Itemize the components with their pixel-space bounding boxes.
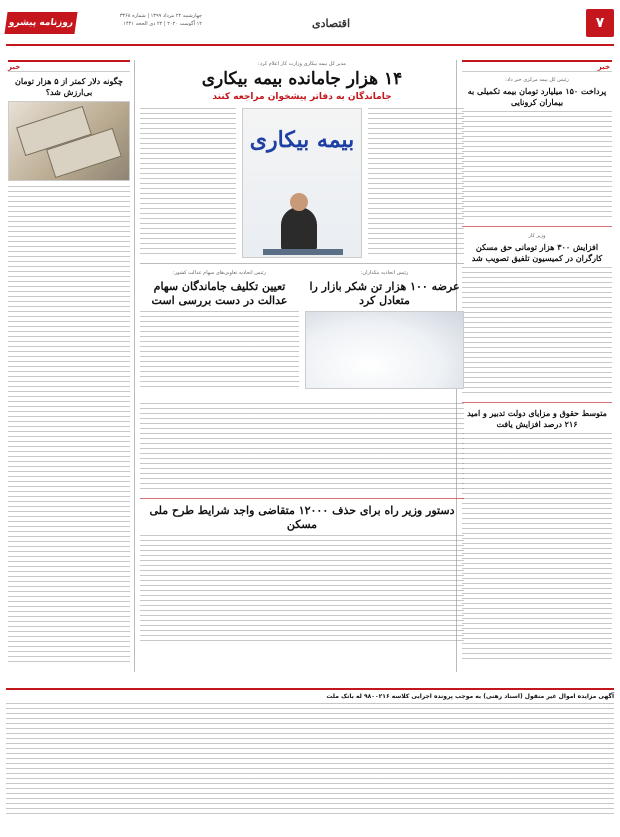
left-column	[8, 60, 130, 672]
story-kicker: وزیر کار	[528, 233, 546, 239]
story-body	[140, 535, 464, 645]
story-separator	[140, 263, 464, 264]
shares-story	[140, 269, 299, 399]
story-body	[462, 111, 612, 221]
bench-shape	[263, 249, 343, 255]
ad-body	[6, 703, 614, 815]
legal-notice-ad	[6, 688, 614, 830]
column-divider-left	[134, 60, 135, 672]
story-headline: چگونه دلار کمتر از ۵ هزار تومان بی‌ارزش شد؟	[14, 76, 124, 97]
story-headline: افزایش ۳۰۰ هزار تومانی حق مسکن کارگران در کمیسیون تلفیق تصویب شد	[471, 242, 603, 263]
lead-subheadline: جاماندگان به دفاتر پیشخوان مراجعه کنند	[212, 92, 392, 102]
lead-headline: ۱۴ هزار جامانده بیمه بیکاری	[201, 69, 403, 89]
story-separator	[462, 402, 612, 403]
story-body	[140, 403, 464, 493]
lead-story-row	[140, 108, 464, 258]
news-bar-right	[462, 60, 612, 72]
story-body	[140, 311, 299, 389]
story-headline: پرداخت ۱۵۰ میلیارد تومان بیمه تکمیلی به بیماران کرونایی	[467, 86, 607, 107]
date-line-1: چهارشنبه ۲۲ مرداد ۱۳۹۹ | شماره ۳۳۶۸	[119, 13, 202, 19]
news-bar-left	[8, 60, 130, 72]
header-divider	[6, 44, 614, 46]
story-separator	[462, 226, 612, 227]
story-headline: دستور وزیر راه برای حذف ۱۲۰۰۰ متقاضی واجد شرایط طرح ملی مسکن	[149, 504, 455, 531]
story-headline: متوسط حقوق و مزایای دولت تدبیر و امید ۲۱۶ درصد افزایش یافت	[467, 408, 607, 429]
person-figure	[281, 207, 317, 251]
story-kicker: رئیس اتحادیه بنکداران:	[360, 270, 409, 276]
sugar-photo	[305, 311, 464, 389]
section-title: اقتصادی	[311, 16, 351, 30]
newspaper-logo: روزنامه پیشرو	[4, 12, 77, 34]
story-kicker: رئیس اتحادیه تعاونی‌های سهام عدالت کشور:	[173, 270, 266, 276]
unemployment-insurance-photo	[242, 108, 362, 258]
right-column	[462, 60, 612, 672]
center-column	[140, 60, 464, 672]
lead-body-col	[368, 108, 464, 258]
story-body	[8, 186, 130, 666]
story-separator	[140, 498, 464, 499]
lead-body-col	[140, 108, 236, 258]
dollar-bills-photo	[8, 101, 130, 181]
story-headline: تعیین تکلیف جاماندگان سهام عدالت در دست بررسی است	[151, 280, 288, 307]
lead-kicker: مدیر کل بیمه بیکاری وزارت کار اعلام کرد:	[258, 61, 346, 67]
ad-headline: آگهی مزایده اموال غیر منقول (اسناد رهنی) به موجب پرونده اجرایی کلاسه ۹۸۰۰۲۱۶ له بانک ملت	[326, 693, 614, 700]
date-line-2: ۱۲ آگوست ۲۰۲۰ | ۲۲ ذی الحجه ۱۴۴۱	[123, 21, 202, 27]
secondary-row	[140, 269, 464, 399]
issue-date	[92, 12, 202, 28]
news-bar-label: خبر	[8, 62, 21, 71]
story-headline: عرضه ۱۰۰ هزار تن شکر بازار را متعادل کرد	[309, 280, 460, 307]
story-body	[462, 433, 612, 661]
story-body	[462, 267, 612, 397]
page-number: ۷	[586, 9, 614, 37]
photo-overlay-text: بیمه بیکاری	[249, 127, 355, 153]
sugar-story	[305, 269, 464, 399]
news-bar-label: خبر	[597, 62, 610, 71]
story-kicker: رئیس کل بیمه مرکزی خبر داد:	[505, 77, 569, 83]
